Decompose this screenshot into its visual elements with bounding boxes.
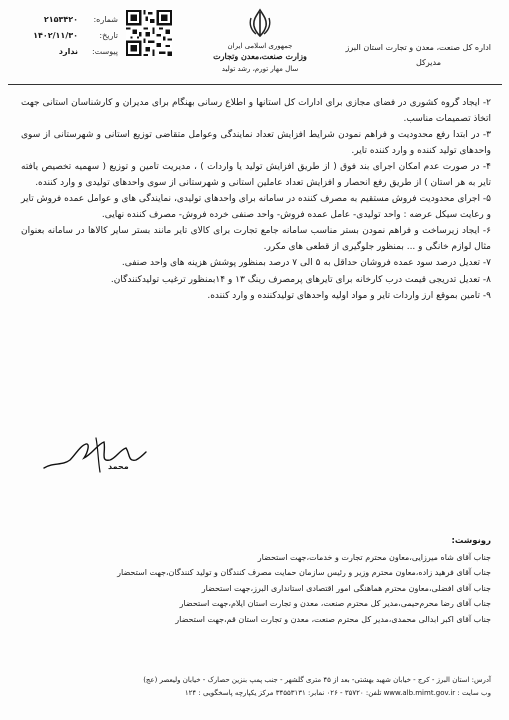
cc-line: جناب آقای رضا محرم‌حیمی،مدیر کل محترم صنعت، معدن و تجارت استان ایلام،جهت استحضار [179, 599, 491, 609]
cc-line: جناب آقای شاه میرزایی،معاون محترم تجارت و خدمات،جهت استحضار [257, 552, 491, 562]
letter-number-row [8, 12, 118, 28]
organization-name: اداره کل صنعت، معدن و تجارت استان البرز [345, 43, 491, 52]
carbon-copy-section [21, 534, 491, 628]
year-slogan: سال مهار تورم، رشد تولید [221, 65, 299, 73]
list-item: ۶- ایجاد زیرساخت و فراهم نمودن بستر مناسب سامانه جامع تجارت برای کالای تایر مانند بستر سایر کالاها در سامانه بعنوان مثال لوازم خانگی و ... بمنظور جلوگیری از قطعی های مکرر. [21, 226, 491, 252]
letter-body [21, 96, 491, 306]
footer-address: آدرس: استان البرز - کرج - خیابان شهید بهشتی- بعد از ۴۵ متری گلشهر - جنب پمپ بنزین حصارک - خیابان ولیعصر (عج) [143, 676, 491, 684]
iran-emblem-icon [247, 8, 273, 38]
organization-role: مدیرکل [416, 58, 441, 67]
list-item: ۲- ایجاد گروه کشوری در فضای مجازی برای ادارات کل استانها و اطلاع رسانی بهنگام برای مدیران و کارشناسان استانی جهت اتخاذ تصمیمات مناسب. [21, 98, 491, 124]
cc-line: جناب آقای فرهید زاده،معاون محترم وزیر و رئیس سازمان حمایت مصرف کنندگان و تولید کنندگان،جهت استحضار [117, 568, 491, 578]
handwritten-signature [40, 432, 150, 482]
list-item: ۳- در ابتدا رفع محدودیت و فراهم نمودن شرایط افزایش تعداد نمایندگی وعوامل متقاضی توزیع استانی و شهرستانی از سوی واحدهای تولید کننده و وارد کننده تایر. [21, 130, 491, 156]
qr-code-icon [126, 10, 172, 56]
cc-line: جناب آقای افضلی،معاون محترم هماهنگی امور اقتصادی استانداری البرز،جهت استحضار [201, 583, 491, 593]
letter-footer [21, 674, 491, 700]
list-item: ۸- تعدیل تدریجی قیمت درب کارخانه برای تایرهای پرمصرف رینگ ۱۳ و ۱۴بمنظور ترغیب تولیدکنندگان. [110, 274, 491, 285]
cc-title: رونوشت: [451, 536, 491, 546]
footer-contact: وب سایت : www.alb.mimt.gov.ir تلفن: ۳۵۷۲۰ - ۰۲۶ نمابر: ۳۴۵۵۳۱۳۱ مرکز یکپارچه پاسخگویی : ۱۲۴ [184, 689, 491, 697]
letter-date-row [8, 28, 118, 44]
organization-header [345, 40, 491, 70]
emblem-block [205, 8, 315, 73]
letter-date-value: ۱۴۰۲/۱۱/۳۰ [33, 31, 78, 40]
emblem-country: جمهوری اسلامی ایران [227, 42, 293, 50]
letter-number-label: شماره: [93, 15, 118, 24]
list-item: ۵- اجرای محدودیت فروش مستقیم به مصرف کننده در سامانه برای واحدهای تولیدی، نمایندگی های و عوامل عمده فروش تایر و رعایت سیکل عرضه : واحد تولیدی- عامل عمده فروش- واحد صنفی خرده فروش- مصرف کننده نهایی. [21, 194, 491, 220]
header-divider [8, 84, 502, 85]
letter-number-value: ۲۱۵۳۴۲۰ [43, 15, 78, 24]
cc-line: جناب آقای اکبر ابدالی محمدی،مدیر کل محترم صنعت، معدن و تجارت استان قم،جهت استحضار [175, 614, 491, 624]
letter-attachment-label: پیوست: [91, 47, 118, 56]
list-item: ۹- تامین بموقع ارز واردات تایر و مواد اولیه واحدهای تولیدکننده و وارد کننده. [207, 291, 491, 301]
emblem-ministry: وزارت صنعت،معدن وتجارت [213, 51, 307, 61]
letter-attachment-value: ندارد [58, 47, 78, 56]
signatory-name: محمد [108, 462, 129, 471]
letter-date-label: تاریخ: [99, 31, 118, 40]
letter-metadata [8, 12, 118, 60]
letter-attachment-row [8, 44, 118, 60]
list-item: ۷- تعدیل درصد سود عمده فروشان حداقل به ۵ الی ۷ درصد بمنظور پوشش هزینه های واحد صنفی. [121, 258, 491, 268]
list-item: ۴- در صورت عدم امکان اجرای بند فوق ( از طریق افزایش تولید یا واردات ) ، مدیریت تامین و توزیع ( سهمیه تخصیص یافته تایر به هر استان ) از طریق رفع انحصار و افزایش تعداد عاملین استانی و شهرستانی از سوی واحدهای تولیدی و وارد کننده. [21, 162, 491, 188]
